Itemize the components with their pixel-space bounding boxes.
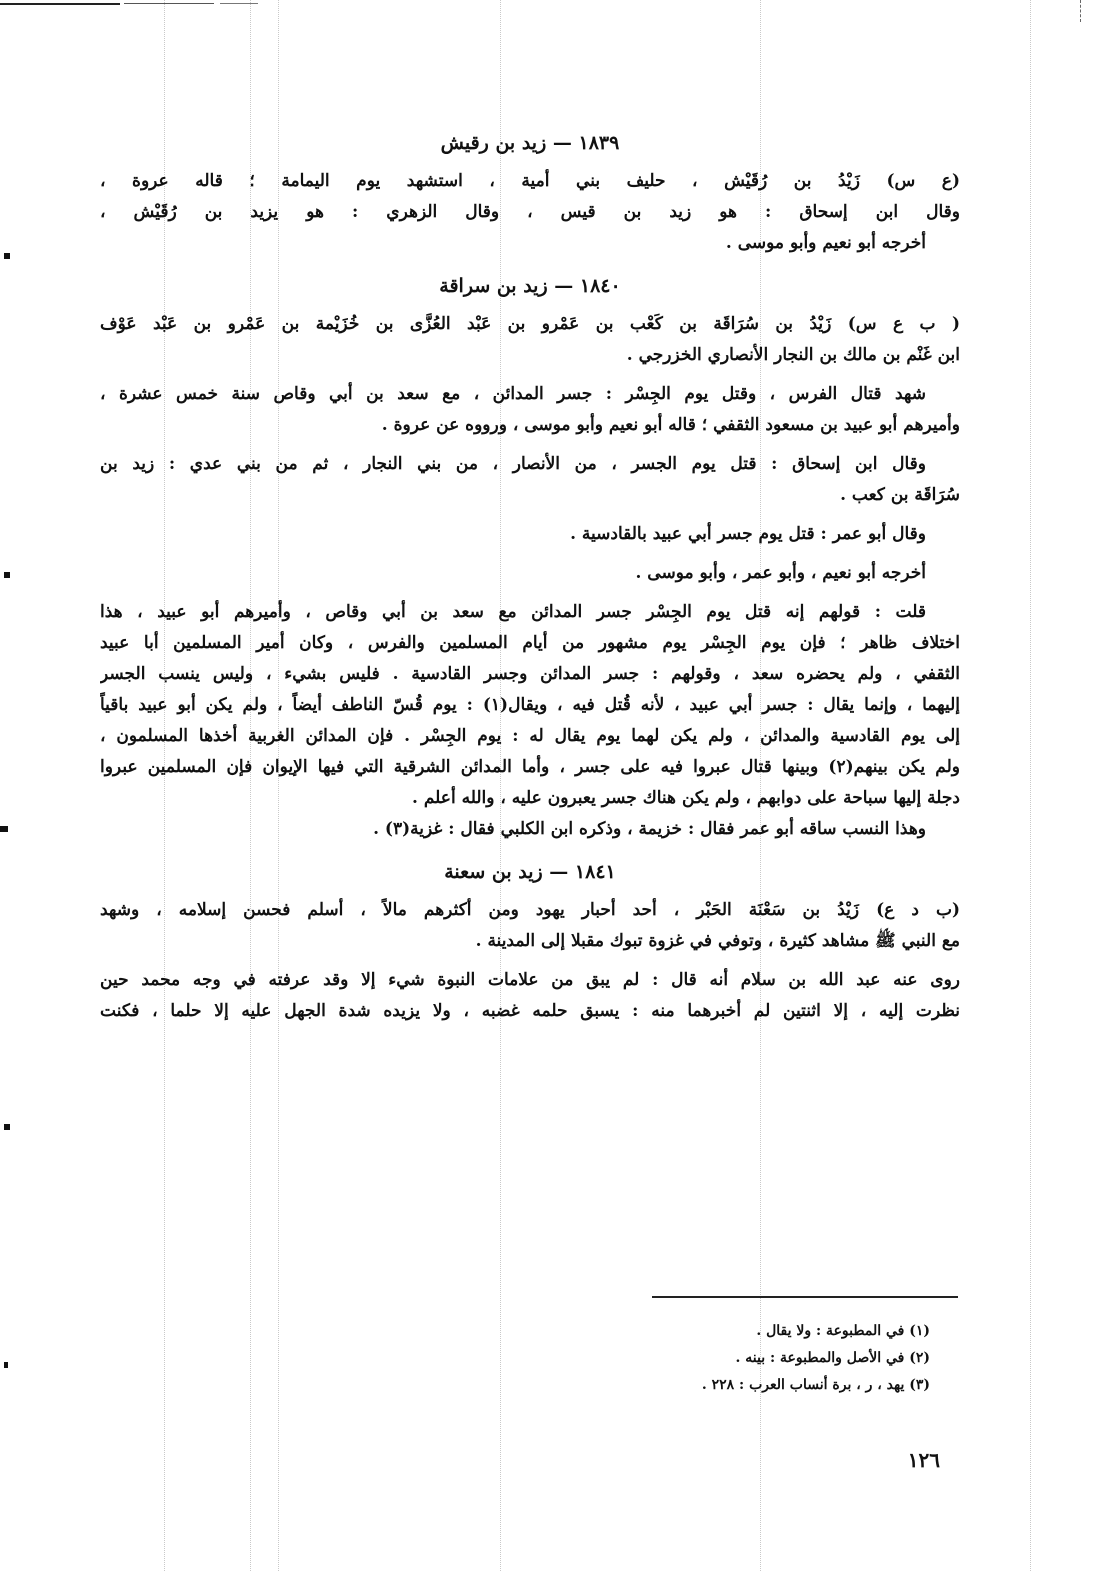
footnote-2: (٢) في الأصل والمطبوعة : بينه .: [735, 1350, 930, 1366]
text-line: ( ب ع س) زَيْدُ بن سُرَاقَة بن كَعْب بن عَمْرو بن عَبْد العُزَّى بن خُزَيْمة بن عَمْرو بن عَبْد عَوْف: [100, 314, 960, 334]
scan-edge-rule: [124, 3, 214, 4]
text-line: ابن غَنْم بن مالك بن النجار الأنصاري الخزرجي .: [626, 345, 960, 365]
footnote-3: (٣) يهد ، ر ، برة أنساب العرب : ٢٢٨ .: [701, 1377, 930, 1393]
margin-mark: [4, 572, 10, 578]
footnote-1: (١) في المطبوعة : ولا يقال .: [756, 1323, 930, 1339]
text-line: قلت : قولهم إنه قتل يوم الجِسْر جسر المدائن مع سعد بن أبي وقاص ، وأميرهم أبو عبيد ، هذا: [100, 602, 926, 622]
margin-mark: [0, 826, 8, 832]
text-line: وقال ابن إسحاق : قتل يوم الجسر ، من الأنصار ، من بني النجار ، ثم من بني عدي : زيد بن: [100, 454, 926, 474]
main-text: [100, 128, 960, 1027]
text-line: دجلة إليها سباحة على دوابهم ، ولم يكن هناك جسر يعبرون عليه ، والله أعلم .: [412, 788, 960, 808]
margin-mark: [4, 253, 10, 259]
text-line: الثقفي ، ولم يحضره سعد ، وقولهم : جسر المدائن وجسر القادسية . فليس بشيء ، وليس ينسب الجسر: [100, 664, 960, 684]
footnotes: [600, 1318, 930, 1399]
scan-edge-rule: [220, 3, 258, 4]
text-line: نظرت إليه ، إلا اثنتين لم أخبرهما منه : يسبق حلمه غضبه ، ولا يزيده شدة الجهل عليه إلا حلما ، فكنت: [100, 1001, 960, 1021]
text-line: اختلاف ظاهر ؛ فإن يوم الجِسْر يوم مشهور من أيام المسلمين والفرس ، وكان أمير المسلمين أبا عبيد: [100, 633, 960, 653]
text-line: شهد قتال الفرس ، وقتل يوم الجِسْر : جسر المدائن ، مع سعد بن أبي وقاص سنة خمس عشرة ،: [100, 384, 926, 404]
scan-guide-line: [1030, 0, 1031, 1571]
text-line: وأميرهم أبو عبيد بن مسعود الثقفي ؛ قاله أبو نعيم وأبو موسى ، ورووه عن عروة .: [381, 415, 960, 435]
text-line: أخرجه أبو نعيم ، وأبو عمر ، وأبو موسى .: [635, 563, 926, 583]
text-line: وهذا النسب ساقه أبو عمر فقال : خزيمة ، وذكره ابن الكلبي فقال : غزية(٣) .: [373, 819, 926, 839]
text-line: ولم يكن بينهم(٢) وبينها قتال عبروا فيه على جسر ، وأما المدائن الشرقية التي فيها الإيوان فإن المسلمين عبروا: [100, 757, 960, 777]
scan-edge-mark: [1080, 0, 1082, 22]
margin-mark: [4, 1124, 10, 1130]
text-line: مع النبي ﷺ مشاهد كثيرة ، وتوفي في غزوة تبوك مقبلا إلى المدينة .: [475, 931, 960, 951]
text-line: (ب د ع) زَيْدُ بن سَعْنَة الحَبْر ، أحد أحبار يهود ومن أكثرهم مالاً ، أسلم فحسن إسلامه ، وشهد: [100, 900, 960, 920]
footnote-rule: [652, 1296, 958, 1298]
text-line: وقال أبو عمر : قتل يوم جسر أبي عبيد بالقادسية .: [570, 524, 926, 544]
text-line: إليهما ، وإنما يقال : جسر أبي عبيد ، لأنه قُتل فيه ، ويقال(١) : يوم قُسّ الناطف أيضاً ، ولم يكن أبو عبيد باقياً: [100, 695, 960, 715]
entry-title-1841: ١٨٤١ — زيد بن سعنة: [444, 861, 616, 883]
scan-edge-rule: [0, 3, 120, 5]
text-line: أخرجه أبو نعيم وأبو موسى .: [725, 233, 926, 253]
text-line: إلى يوم القادسية والمدائن ، ولم يكن لهما يوم يقال له : يوم الجِسْر . فإن المدائن الغربية أخذها المسلمون ،: [100, 726, 960, 746]
text-line: سُرَاقَة بن كعب .: [840, 485, 960, 505]
text-line: وقال ابن إسحاق : هو زيد بن قيس ، وقال الزهري : هو يزيد بن رُقَيْش ،: [100, 202, 960, 222]
margin-mark: [4, 1362, 8, 1368]
page-number: ١٢٦: [907, 1448, 940, 1472]
text-line: (ع س) زَيْدُ بن رُقَيْش ، حليف بني أمية ، استشهد يوم اليمامة ؛ قاله عروة ،: [100, 171, 960, 191]
entry-title-1839: ١٨٣٩ — زيد بن رقيش: [440, 132, 620, 154]
text-line: روى عنه عبد الله بن سلام أنه قال : لم يبق من علامات النبوة شيء إلا وقد عرفته في وجه محمد حين: [100, 970, 960, 990]
entry-title-1840: ١٨٤٠ — زيد بن سراقة: [439, 275, 621, 297]
